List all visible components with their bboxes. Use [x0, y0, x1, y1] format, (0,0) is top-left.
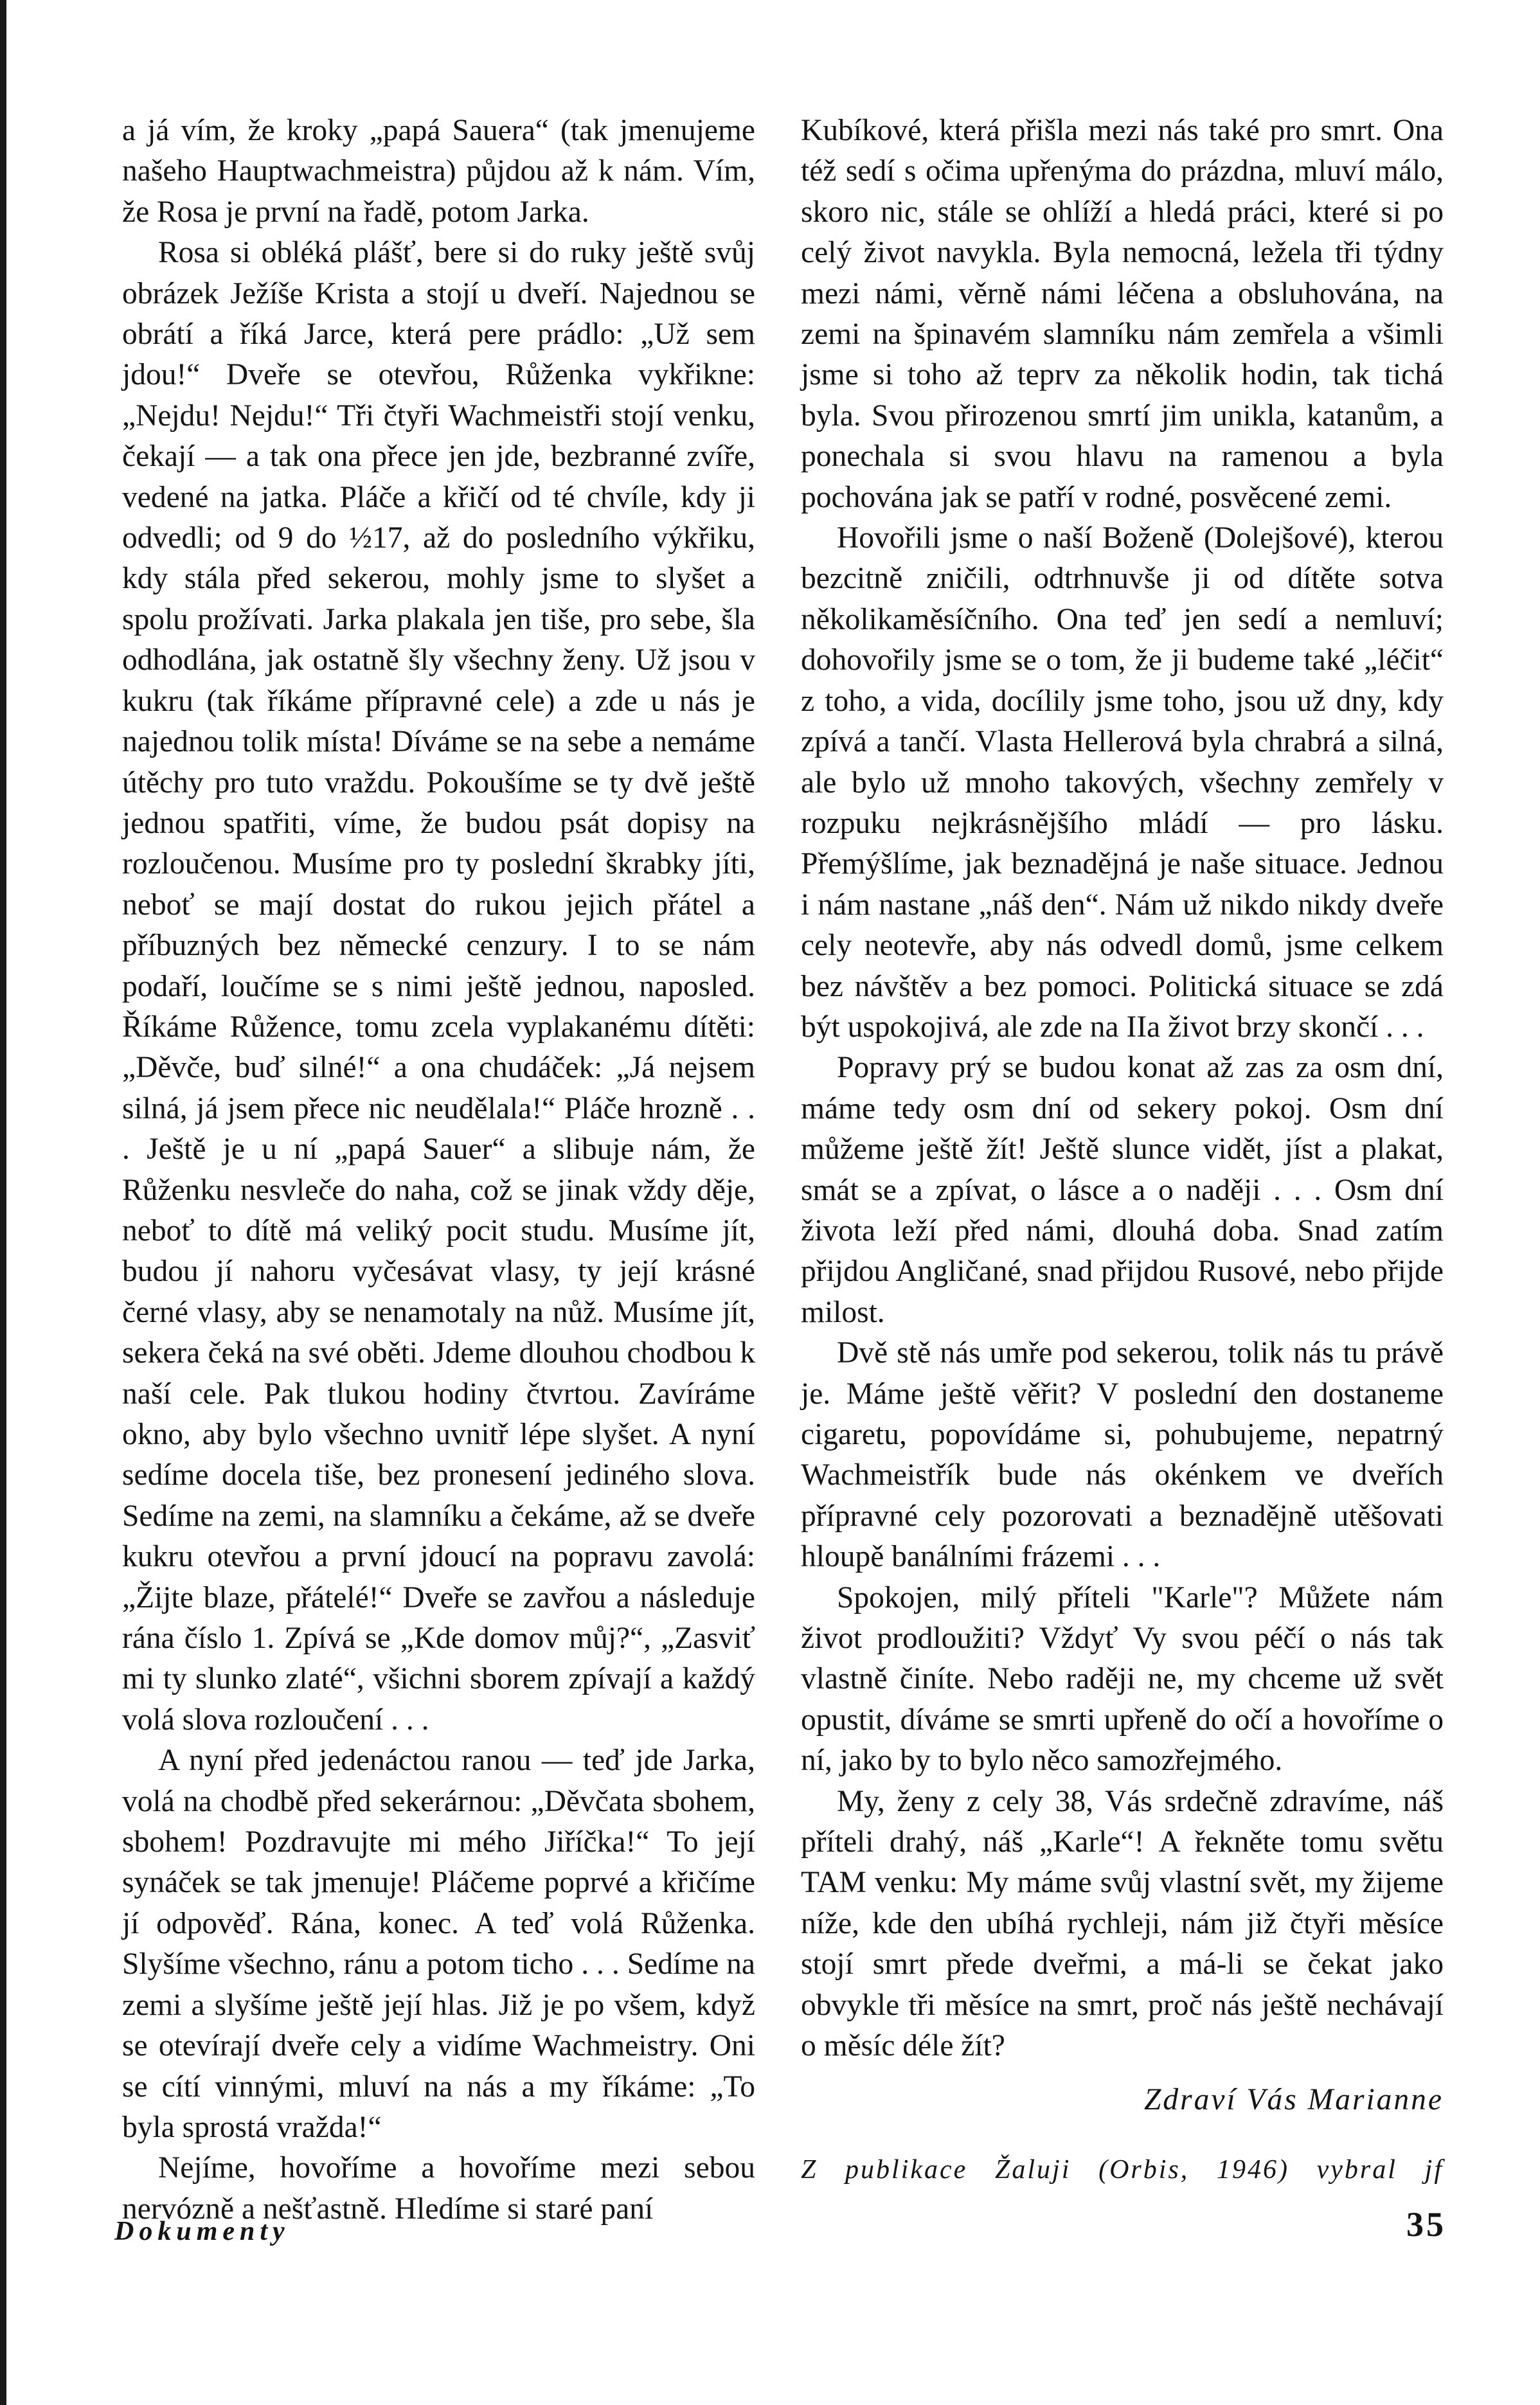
paragraph: Popravy prý se budou konat až zas za osm dní, máme tedy osm dní od sekery pokoj. Osm dní můžeme ještě žít! Ještě slunce vidět, jíst a plakat, smát se a zpívat, o lásce a o naději . . . Osm dní života leží před námi, dlouhá doba. Snad zatím přijdou Angličané, snad přijdou Rusové, nebo přijde milost.: [801, 1051, 1444, 1329]
paragraph: Spokojen, milý příteli "Karle"? Můžete nám život prodloužiti? Vždyť Vy svou péčí o nás tak vlastně činíte. Nebo raději ne, my chceme už svět opustit, díváme se smrti upřeně do očí a hovoříme o ní, jako by to bylo něco samozřejmého.: [801, 1580, 1444, 1778]
paragraph: Rosa si obléká plášť, bere si do ruky ještě svůj obrázek Ježíše Krista a stojí u dveří. Najednou se obrátí a říká Jarce, která pere prádlo: „Už sem jdou!“ Dveře se otevřou, Růženka vykřikne: „Nejdu! Nejdu!“ Tři čtyři Wachmeistři stojí venku, čekají — a tak ona přece jen jde, bezbranné zvíře, vedené na jatka. Pláče a křičí od té chvíle, kdy ji odvedli; od 9 do ½17, až do posledního výkřiku, kdy stála před sekerou, mohly jsme to slyšet a spolu prožívati. Jarka plakala jen tiše, pro sebe, šla odhodlána, jak ostatně šly všechny ženy. Už jsou v kukru (tak říkáme přípravné cele) a zde u nás je najednou tolik místa! Díváme se na sebe a nemáme útěchy pro tuto vraždu. Pokoušíme se ty dvě ještě jednou spatřiti, víme, že budou psát dopisy na rozloučenou. Musíme pro ty poslední škrabky jíti, neboť se mají dostat do rukou jejich přátel a příbuzných bez německé cenzury. I to se nám podaří, loučíme se s nimi ještě jednou, naposled. Říkáme Růžence, tomu zcela vyplakanému dítěti: „Děvče, buď silné!“ a ona chudáček: „Já nejsem silná, já jsem přece nic neudělala!“ Pláče hrozně . . . Ještě je u ní „papá Sauer“ a slibuje nám, že Růženku nesvleče do naha, což se jinak vždy děje, neboť to dítě má veliký pocit studu. Musíme jít, budou jí nahoru vyčesávat vlasy, ty její krásné černé vlasy, aby se nenamotaly na nůž. Musíme jít, sekera čeká na své oběti. Jdeme dlouhou chodbou k naší cele. Pak tlukou hodiny čtvrtou. Zavíráme okno, aby bylo všechno uvnitř lépe slyšet. A nyní sedíme docela tiše, bez pronesení jediného slova. Sedíme na zemi, na slamníku a čekáme, až se dveře kukru otevřou a první jdoucí na popravu zavolá: „Žijte blaze, přátelé!“ Dveře se zavřou a následuje rána číslo 1. Zpívá se „Kde domov můj?“, „Zasviť mi ty slunko zlaté“, všichni sborem zpívají a každý volá slova rozloučení . . .: [122, 236, 755, 1737]
page-number: 35: [1406, 2205, 1446, 2244]
signature: Zdraví Vás Marianne: [1143, 2082, 1444, 2116]
paragraph: Nejíme, hovoříme a hovoříme mezi sebou nervózně a nešťastně. Hledíme si staré paní: [122, 2151, 755, 2226]
paragraph: A nyní před jedenáctou ranou — teď jde Jarka, volá na chodbě před sekerárnou: „Děvčata sbohem, sbohem! Pozdravujte mi mého Jiříčka!“ To její synáček se tak jmenuje! Pláčeme poprvé a křičíme jí odpověď. Rána, konec. A teď volá Růženka. Slyšíme všechno, ránu a potom ticho . . . Sedíme na zemi a slyšíme ještě její hlas. Již je po všem, když se otevírají dveře cely a vidíme Wachmeistry. Oni se cítí vinnými, mluví na nás a my říkáme: „To byla sprostá vražda!“: [122, 1744, 755, 2144]
section-title: Dokumenty: [114, 2217, 290, 2246]
paragraph: a já vím, že kroky „papá Sauera“ (tak jmenujeme našeho Hauptwachmeistra) půjdou až k nám. Vím, že Rosa je první na řadě, potom Jarka.: [122, 114, 755, 229]
page-spine-edge: [0, 0, 6, 2405]
paragraph: Hovořili jsme o naší Boženě (Dolejšové), kterou bezcitně zničili, odtrhnuvše ji od dítěte sotva několikaměsíčního. Ona teď jen sedí a nemluví; dohovořily jsme se o tom, že ji budeme také „léčit“ z toho, a vida, docílily jsme toho, jsou už dny, kdy zpívá a tančí. Vlasta Hellerová byla chrabrá a silná, ale bylo už mnoho takových, všechny zemřely v rozpuku nejkrásnějšího mládí — pro lásku. Přemýšlíme, jak beznadějná je naše situace. Jednou i nám nastane „náš den“. Nám už nikdo nikdy dveře cely neotevře, aby nás odvedl domů, jsme celkem bez návštěv a bez pomoci. Politická situace se zdá být uspokojivá, ale zde na IIa život brzy skončí . . .: [801, 521, 1444, 1044]
paragraph: Kubíkové, která přišla mezi nás také pro smrt. Ona též sedí s očima upřenýma do prázdna, mluví málo, skoro nic, stále se ohlíží a hledá práci, které si po celý život navykla. Byla nemocná, ležela tři týdny mezi námi, věrně námi léčena a obsluhována, na zemi na špinavém slamníku nám zemřela a všimli jsme si toho až teprv za několik hodin, tak tichá byla. Svou přirozenou smrtí jim unikla, katanům, a ponechala si svou hlavu na ramenou a byla pochována jak se patří v rodné, posvěcené zemi.: [801, 114, 1444, 514]
paragraph: Dvě stě nás umře pod sekerou, tolik nás tu právě je. Máme ještě věřit? V poslední den dostaneme cigaretu, popovídáme si, pohubujeme, nepatrný Wachmeistřík bude nás okénkem ve dveřích přípravné cely pozorovati a beznadějně utěšovati hloupě banálními frázemi . . .: [801, 1336, 1444, 1574]
right-text-column: [801, 111, 1444, 2190]
left-text-column: [122, 111, 755, 2230]
source-note: Z publikace Žaluji (Orbis, 1946) vybral jf: [801, 2154, 1444, 2185]
paragraph: My, ženy z cely 38, Vás srdečně zdravíme, náš příteli drahý, náš „Karle“! A řekněte tomu světu TAM venku: My máme svůj vlastní svět, my žijeme níže, kde den ubíhá rychleji, nám již čtyři měsíce stojí smrt přede dveřmi, a má-li se čekat jako obvykle tři měsíce na smrt, proč nás ještě nechávají o měsíc déle žít?: [801, 1784, 1444, 2063]
